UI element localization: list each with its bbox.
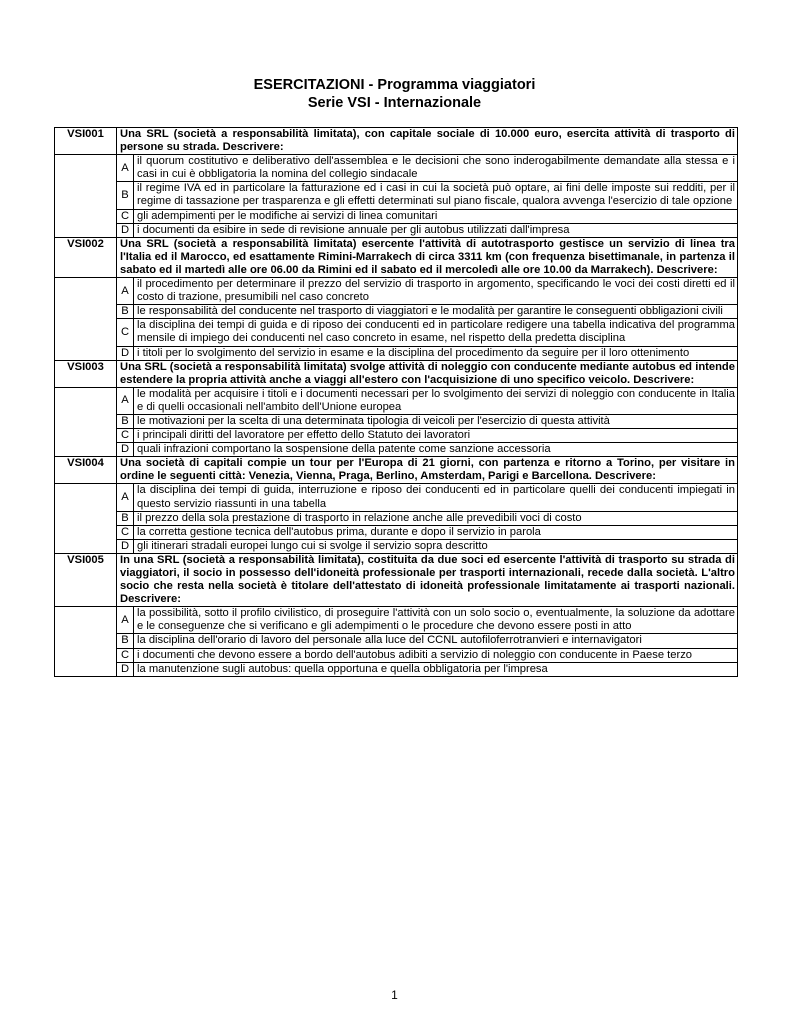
question-row [55,237,738,277]
option-text: quali infrazioni comportano la sospensione della patente come sanzione accessoria [134,443,738,457]
option-row [55,182,738,209]
option-row [55,511,738,525]
option-text: la corretta gestione tecnica dell'autobus prima, durante e dopo il servizio in parola [134,525,738,539]
option-text: il prezzo della sola prestazione di trasporto in relazione anche alle prevedibili voci di costo [134,511,738,525]
question-row [55,457,738,484]
question-code: VSI003 [55,360,117,387]
option-row [55,648,738,662]
option-letter: B [117,182,134,209]
question-text: Una SRL (società a responsabilità limitata) svolge attività di noleggio con conducente mediante autobus ed intende estendere la propria attività anche a viaggi all'estero con l'acquisizione di uno specifico veicolo. Descrivere: [117,360,738,387]
option-letter: D [117,346,134,360]
option-text: le modalità per acquisire i titoli e i documenti necessari per lo svolgimento dei servizi di noleggio con conducente in Italia e di quelli occasionali nell'ambito dell'Unione europea [134,387,738,414]
option-row [55,346,738,360]
question-row [55,360,738,387]
option-text: la manutenzione sugli autobus: quella opportuna e quella obbligatoria per l'impresa [134,662,738,676]
option-row [55,429,738,443]
option-text: la disciplina dell'orario di lavoro del personale alla luce del CCNL autofiloferrotranvieri e internavigatori [134,634,738,648]
option-letter: C [117,429,134,443]
document-subtitle: Serie VSI - Internazionale [307,95,482,111]
option-text: la possibilità, sotto il profilo civilistico, di proseguire l'attività con un solo socio o, eventualmente, la soluzione da adottare e le conseguenze che si verificano e gli adempimenti o le procedure che devono essere posti in atto [134,607,738,634]
option-row [55,387,738,414]
option-row [55,662,738,676]
page-number: 1 [391,988,398,1002]
option-letter: A [117,155,134,182]
option-text: i principali diritti del lavoratore per effetto dello Statuto dei lavoratori [134,429,738,443]
question-row [55,128,738,155]
option-row [55,607,738,634]
option-text: la disciplina dei tempi di guida e di riposo dei conducenti ed in particolare redigere una tabella indicativa del programma mensile di impiego dei conducenti nel caso concreto in esame, nel rispetto della predetta disciplina [134,319,738,346]
question-code: VSI002 [55,237,117,277]
option-row [55,223,738,237]
option-text: i documenti da esibire in sede di revisione annuale per gli autobus utilizzati dall'impresa [134,223,738,237]
question-text: In una SRL (società a responsabilità limitata), costituita da due soci ed esercente l'attività di trasporto su strada di viaggiatori, il socio in possesso dell'idoneità professionale per trasporti internazionali, recede dalla società. L'altro socio che resta nella società è titolare dell'attestato di idoneità professionale limitatamente ai trasporti nazionali. Descrivere: [117,553,738,606]
option-row [55,155,738,182]
option-letter: B [117,414,134,428]
option-row [55,525,738,539]
option-row [55,305,738,319]
option-row [55,209,738,223]
question-row [55,553,738,606]
question-code: VSI004 [55,457,117,484]
option-text: i documenti che devono essere a bordo dell'autobus adibiti a servizio di noleggio con conducente in Paese terzo [134,648,738,662]
question-code: VSI001 [55,128,117,155]
option-text: il regime IVA ed in particolare la fatturazione ed i casi in cui la società può optare, ai fini delle imposte sui redditi, per il regime di tassazione per trasparenza e gli effetti determinati sul piano fiscale, qualora avvenga l'esercizio di tale opzione [134,182,738,209]
question-text: Una SRL (società a responsabilità limitata) esercente l'attività di autotrasporto gestisce un servizio di linea tra l'Italia ed il Marocco, ed esattamente Rimini-Marrakech di circa 3311 km (con frequenza bisettimanale, in partenza il sabato ed il martedì alle ore 06.00 da Rimini ed il sabato ed il mercoledì alle ore 10.00 da Marrakech). Descrivere: [117,237,738,277]
option-letter: A [117,387,134,414]
questions-table [54,127,738,677]
question-code-spacer [55,278,117,361]
document-title: ESERCITAZIONI - Programma viaggiatori [253,77,536,93]
option-letter: B [117,511,134,525]
option-text: le responsabilità del conducente nel trasporto di viaggiatori e le modalità per garantire le conseguenti obbligazioni civili [134,305,738,319]
question-text: Una SRL (società a responsabilità limitata), con capitale sociale di 10.000 euro, esercita attività di trasporto di persone su strada. Descrivere: [117,128,738,155]
document-header [0,76,789,112]
question-code-spacer [55,607,117,676]
option-text: le motivazioni per la scelta di una determinata tipologia di veicoli per l'esercizio di questa attività [134,414,738,428]
question-text: Una società di capitali compie un tour per l'Europa di 21 giorni, con partenza e ritorno a Torino, per visitare in ordine le seguenti città: Venezia, Vienna, Praga, Berlino, Amsterdam, Parigi e Barcellona. Descrivere: [117,457,738,484]
option-letter: A [117,278,134,305]
option-letter: B [117,305,134,319]
option-letter: A [117,484,134,511]
option-letter: D [117,539,134,553]
option-letter: A [117,607,134,634]
option-letter: B [117,634,134,648]
option-text: gli itinerari stradali europei lungo cui si svolge il servizio sopra descritto [134,539,738,553]
question-code: VSI005 [55,553,117,606]
option-row [55,443,738,457]
option-text: gli adempimenti per le modifiche ai servizi di linea comunitari [134,209,738,223]
option-letter: C [117,525,134,539]
option-letter: C [117,648,134,662]
question-code-spacer [55,484,117,553]
option-row [55,414,738,428]
option-text: la disciplina dei tempi di guida, interruzione e riposo dei conducenti ed in particolare quelli dei conducenti impiegati in questo servizio riassunti in una tabella [134,484,738,511]
question-code-spacer [55,155,117,238]
option-text: il procedimento per determinare il prezzo del servizio di trasporto in argomento, specificando le voci dei costi diretti ed il costo di trazione, presumibili nel caso concreto [134,278,738,305]
option-row [55,319,738,346]
option-row [55,634,738,648]
option-text: il quorum costitutivo e deliberativo dell'assemblea e le decisioni che sono inderogabilmente demandate alla stessa e i casi in cui è obbligatoria la nomina del collegio sindacale [134,155,738,182]
question-code-spacer [55,387,117,456]
option-letter: D [117,223,134,237]
option-text: i titoli per lo svolgimento del servizio in esame e la disciplina del procedimento da seguire per il loro ottenimento [134,346,738,360]
option-letter: D [117,662,134,676]
option-row [55,539,738,553]
questions-table-body [55,128,738,677]
option-row [55,278,738,305]
option-letter: D [117,443,134,457]
option-letter: C [117,319,134,346]
option-letter: C [117,209,134,223]
option-row [55,484,738,511]
